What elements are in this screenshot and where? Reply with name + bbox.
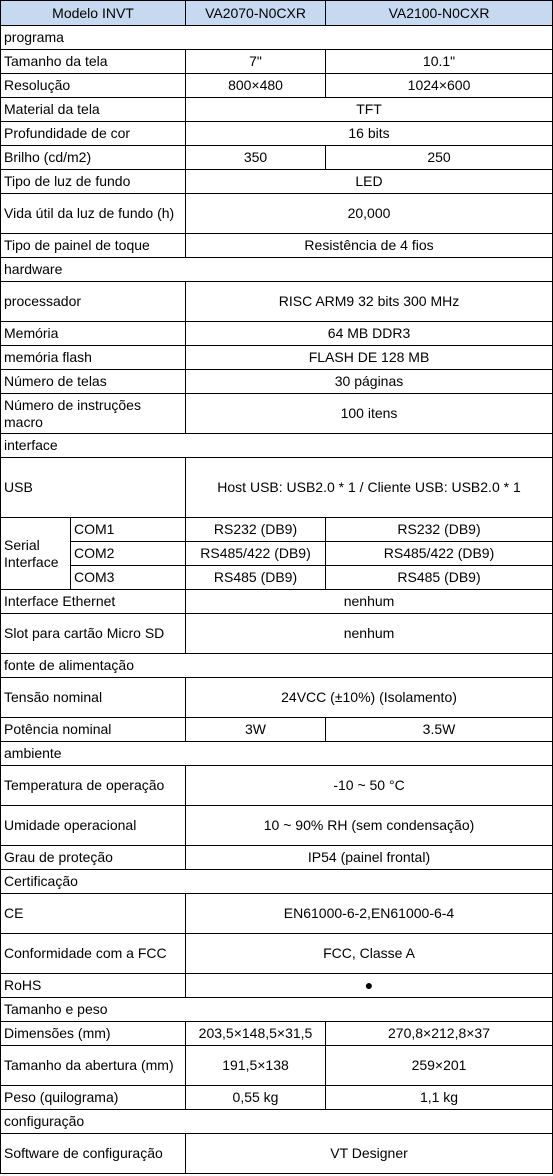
table-row bbox=[1, 394, 553, 434]
table-row bbox=[1, 146, 553, 170]
section-power: fonte de alimentação bbox=[1, 654, 553, 678]
section-size: Tamanho e peso bbox=[1, 998, 553, 1022]
row-value: RS232 (DB9) bbox=[186, 518, 326, 542]
row-value: 30 páginas bbox=[186, 370, 553, 394]
row-label: Número de telas bbox=[1, 370, 186, 394]
row-label: Material da tela bbox=[1, 98, 186, 122]
table-row bbox=[1, 282, 553, 322]
table-row bbox=[1, 74, 553, 98]
row-value: RS485/422 (DB9) bbox=[186, 542, 326, 566]
table-row bbox=[1, 806, 553, 846]
row-value: RISC ARM9 32 bits 300 MHz bbox=[186, 282, 553, 322]
table-row bbox=[1, 614, 553, 654]
table-row bbox=[1, 1134, 553, 1174]
row-label: Tamanho da tela bbox=[1, 50, 186, 74]
row-value: Resistência de 4 fios bbox=[186, 234, 553, 258]
row-value: 270,8×212,8×37 bbox=[326, 1022, 553, 1046]
row-label: CE bbox=[1, 894, 186, 934]
table-row bbox=[1, 370, 553, 394]
row-value: LED bbox=[186, 170, 553, 194]
row-value: 16 bits bbox=[186, 122, 553, 146]
row-value: 1024×600 bbox=[326, 74, 553, 98]
row-value: TFT bbox=[186, 98, 553, 122]
table-row bbox=[1, 846, 553, 870]
table-row bbox=[1, 458, 553, 518]
section-row bbox=[1, 742, 553, 766]
row-value: IP54 (painel frontal) bbox=[186, 846, 553, 870]
row-value: RS232 (DB9) bbox=[326, 518, 553, 542]
row-value: VT Designer bbox=[186, 1134, 553, 1174]
section-row bbox=[1, 654, 553, 678]
section-row bbox=[1, 434, 553, 458]
row-value: FCC, Classe A bbox=[186, 934, 553, 974]
table-row bbox=[1, 122, 553, 146]
table-row bbox=[1, 678, 553, 718]
row-value: 0,55 kg bbox=[186, 1086, 326, 1110]
row-label: Tamanho da abertura (mm) bbox=[1, 1046, 186, 1086]
row-label: USB bbox=[1, 458, 186, 518]
row-label: Tensão nominal bbox=[1, 678, 186, 718]
serial-interface-label: Serial Interface bbox=[1, 518, 71, 590]
section-interface: interface bbox=[1, 434, 553, 458]
header-col1: VA2070-N0CXR bbox=[186, 1, 326, 26]
section-env: ambiente bbox=[1, 742, 553, 766]
row-value: 64 MB DDR3 bbox=[186, 322, 553, 346]
table-row bbox=[1, 518, 553, 542]
row-label: Grau de proteção bbox=[1, 846, 186, 870]
section-config: configuração bbox=[1, 1110, 553, 1134]
com2-label: COM2 bbox=[71, 542, 186, 566]
row-label: RoHS bbox=[1, 974, 186, 998]
row-label: Umidade operacional bbox=[1, 806, 186, 846]
row-value: RS485 (DB9) bbox=[186, 566, 326, 590]
table-row bbox=[1, 590, 553, 614]
section-row bbox=[1, 1110, 553, 1134]
table-row bbox=[1, 346, 553, 370]
table-row bbox=[1, 194, 553, 234]
table-row bbox=[1, 1086, 553, 1110]
row-value: -10 ~ 50 °C bbox=[186, 766, 553, 806]
row-label: Tipo de painel de toque bbox=[1, 234, 186, 258]
table-row bbox=[1, 542, 553, 566]
table-row bbox=[1, 234, 553, 258]
section-row bbox=[1, 26, 553, 50]
header-col2: VA2100-N0CXR bbox=[326, 1, 553, 26]
row-value: 20,000 bbox=[186, 194, 553, 234]
row-value: RS485/422 (DB9) bbox=[326, 542, 553, 566]
rohs-bullet: ● bbox=[186, 974, 553, 998]
row-value: 259×201 bbox=[326, 1046, 553, 1086]
row-label: Tipo de luz de fundo bbox=[1, 170, 186, 194]
row-label: Interface Ethernet bbox=[1, 590, 186, 614]
header-row bbox=[1, 1, 553, 26]
row-value: Host USB: USB2.0 * 1 / Cliente USB: USB2.0 * 1 bbox=[186, 458, 553, 518]
row-value: 10 ~ 90% RH (sem condensação) bbox=[186, 806, 553, 846]
row-value: 10.1" bbox=[326, 50, 553, 74]
row-label: Resolução bbox=[1, 74, 186, 98]
table-row bbox=[1, 170, 553, 194]
row-label: Vida útil da luz de fundo (h) bbox=[1, 194, 186, 234]
row-label: Dimensões (mm) bbox=[1, 1022, 186, 1046]
row-label: Brilho (cd/m2) bbox=[1, 146, 186, 170]
row-value: 100 itens bbox=[186, 394, 553, 434]
com3-label: COM3 bbox=[71, 566, 186, 590]
row-value: 250 bbox=[326, 146, 553, 170]
row-value: RS485 (DB9) bbox=[326, 566, 553, 590]
row-value: FLASH DE 128 MB bbox=[186, 346, 553, 370]
row-value: 350 bbox=[186, 146, 326, 170]
section-hardware: hardware bbox=[1, 258, 553, 282]
table-row bbox=[1, 974, 553, 998]
row-value: nenhum bbox=[186, 614, 553, 654]
row-value: 203,5×148,5×31,5 bbox=[186, 1022, 326, 1046]
table-row bbox=[1, 1046, 553, 1086]
row-value: 24VCC (±10%) (Isolamento) bbox=[186, 678, 553, 718]
row-label: Número de instruções macro bbox=[1, 394, 186, 434]
row-label: Potência nominal bbox=[1, 718, 186, 742]
table-row bbox=[1, 322, 553, 346]
row-label: Memória bbox=[1, 322, 186, 346]
row-label: Temperatura de operação bbox=[1, 766, 186, 806]
row-label: processador bbox=[1, 282, 186, 322]
row-label: Conformidade com a FCC bbox=[1, 934, 186, 974]
row-label: Slot para cartão Micro SD bbox=[1, 614, 186, 654]
row-value: 3.5W bbox=[326, 718, 553, 742]
row-label: Profundidade de cor bbox=[1, 122, 186, 146]
row-value: 191,5×138 bbox=[186, 1046, 326, 1086]
row-value: 3W bbox=[186, 718, 326, 742]
section-cert: Certificação bbox=[1, 870, 553, 894]
row-value: nenhum bbox=[186, 590, 553, 614]
row-value: 1,1 kg bbox=[326, 1086, 553, 1110]
section-row bbox=[1, 870, 553, 894]
row-value: EN61000-6-2,EN61000-6-4 bbox=[186, 894, 553, 934]
table-row bbox=[1, 766, 553, 806]
table-row bbox=[1, 934, 553, 974]
table-row bbox=[1, 894, 553, 934]
row-value: 800×480 bbox=[186, 74, 326, 98]
table-row bbox=[1, 718, 553, 742]
table-row bbox=[1, 98, 553, 122]
com1-label: COM1 bbox=[71, 518, 186, 542]
row-label: Peso (quilograma) bbox=[1, 1086, 186, 1110]
header-model: Modelo INVT bbox=[1, 1, 186, 26]
section-row bbox=[1, 998, 553, 1022]
table-row bbox=[1, 566, 553, 590]
section-programa: programa bbox=[1, 26, 553, 50]
section-row bbox=[1, 258, 553, 282]
table-row bbox=[1, 1022, 553, 1046]
row-label: memória flash bbox=[1, 346, 186, 370]
table-row bbox=[1, 50, 553, 74]
row-value: 7" bbox=[186, 50, 326, 74]
row-label: Software de configuração bbox=[1, 1134, 186, 1174]
